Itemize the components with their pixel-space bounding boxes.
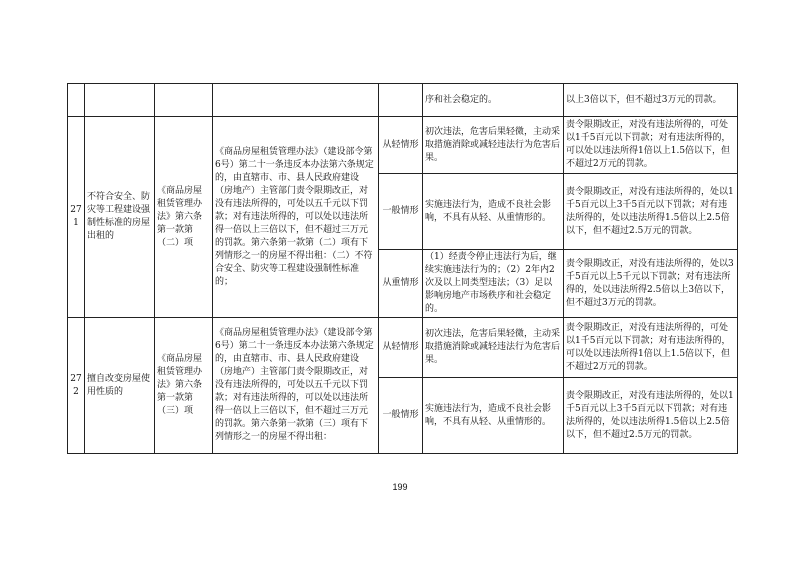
discretion-standard-cell: 序和社会稳定的。 <box>423 84 564 117</box>
penalty-standards-table <box>67 83 738 454</box>
discretion-standard-cell: （1）经责令停止违法行为后，继续实施违法行为的；（2）2年内2次及以上同类型违法；（3）足以影响房地产市场秩序和社会稳定的。 <box>423 250 564 318</box>
penalty-cell: 责令限期改正，对没有违法所得的，可处以1千5百元以下罚款；对有违法所得的，可以处以违法所得1倍以上1.5倍以下，但不超过2万元的罚款。 <box>564 318 738 378</box>
circumstance-level: 从重情形 <box>379 250 423 318</box>
law-provision: 《商品房屋租赁管理办法》（建设部令第6号）第二十一条违反本办法第六条规定的，由直辖市、市、县人民政府建设（房地产）主管部门责令限期改正，对没有违法所得的，可处以五千元以下罚款；对有违法所得的，可以处以违法所得一倍以上三倍以下，但不超过三万元的罚款。第六条第一款第（二）项有下列情形之一的房屋不得出租：（二）不符合安全、防灾等工程建设强制性标准的； <box>213 117 379 318</box>
circumstance-level: 一般情形 <box>379 378 423 454</box>
penalty-cell: 以上3倍以下，但不超过3万元的罚款。 <box>564 84 738 117</box>
discretion-standard-cell: 初次违法，危害后果轻微，主动采取措施消除或减轻违法行为危害后果。 <box>423 117 564 174</box>
table-row <box>68 318 738 378</box>
violation-name: 不符合安全、防灾等工程建设强制性标准的房屋出租的 <box>85 117 155 318</box>
item-number: 272 <box>68 318 85 454</box>
table-row <box>68 117 738 174</box>
discretion-standard-cell: 实施违法行为，造成不良社会影响，不具有从轻、从重情形的。 <box>423 378 564 454</box>
discretion-standard-cell: 初次违法，危害后果轻微，主动采取措施消除或减轻违法行为危害后果。 <box>423 318 564 378</box>
law-provision: 《商品房屋租赁管理办法》（建设部令第6号）第二十一条违反本办法第六条规定的，由直辖市、市、县人民政府建设（房地产）主管部门责令限期改正，对没有违法所得的，可处以五千元以下罚款；对有违法所得的，可以处以违法所得一倍以上三倍以下，但不超过三万元的罚款。第六条第一款第（三）项有下列情形之一的房屋不得出租： <box>213 318 379 454</box>
circumstance-level: 从轻情形 <box>379 318 423 378</box>
violation-name: 擅自改变房屋使用性质的 <box>85 318 155 454</box>
circumstance-level: 一般情形 <box>379 174 423 250</box>
penalty-cell: 责令限期改正，对没有违法所得的，处以3千5百元以上5千元以下罚款；对有违法所得的，处以违法所得2.5倍以上3倍以下，但不超过3万元的罚款。 <box>564 250 738 318</box>
penalty-cell: 责令限期改正，对没有违法所得的，可处以1千5百元以下罚款；对有违法所得的，可以处以违法所得1倍以上1.5倍以下，但不超过2万元的罚款。 <box>564 117 738 174</box>
circumstance-level: 从轻情形 <box>379 117 423 174</box>
discretion-standard-cell: 实施违法行为，造成不良社会影响，不具有从轻、从重情形的。 <box>423 174 564 250</box>
legal-basis: 《商品房屋租赁管理办法》第六条第一款第（二）项 <box>155 117 213 318</box>
item-number: 271 <box>68 117 85 318</box>
page-number: 199 <box>392 482 408 492</box>
legal-basis: 《商品房屋租赁管理办法》第六条第一款第（三）项 <box>155 318 213 454</box>
table-row <box>68 84 738 117</box>
penalty-cell: 责令限期改正，对没有违法所得的，处以1千5百元以上3千5百元以下罚款；对有违法所得的，处以违法所得1.5倍以上2.5倍以下，但不超过2.5万元的罚款。 <box>564 378 738 454</box>
penalty-cell: 责令限期改正，对没有违法所得的，处以1千5百元以上3千5百元以下罚款；对有违法所得的，处以违法所得1.5倍以上2.5倍以下，但不超过2.5万元的罚款。 <box>564 174 738 250</box>
